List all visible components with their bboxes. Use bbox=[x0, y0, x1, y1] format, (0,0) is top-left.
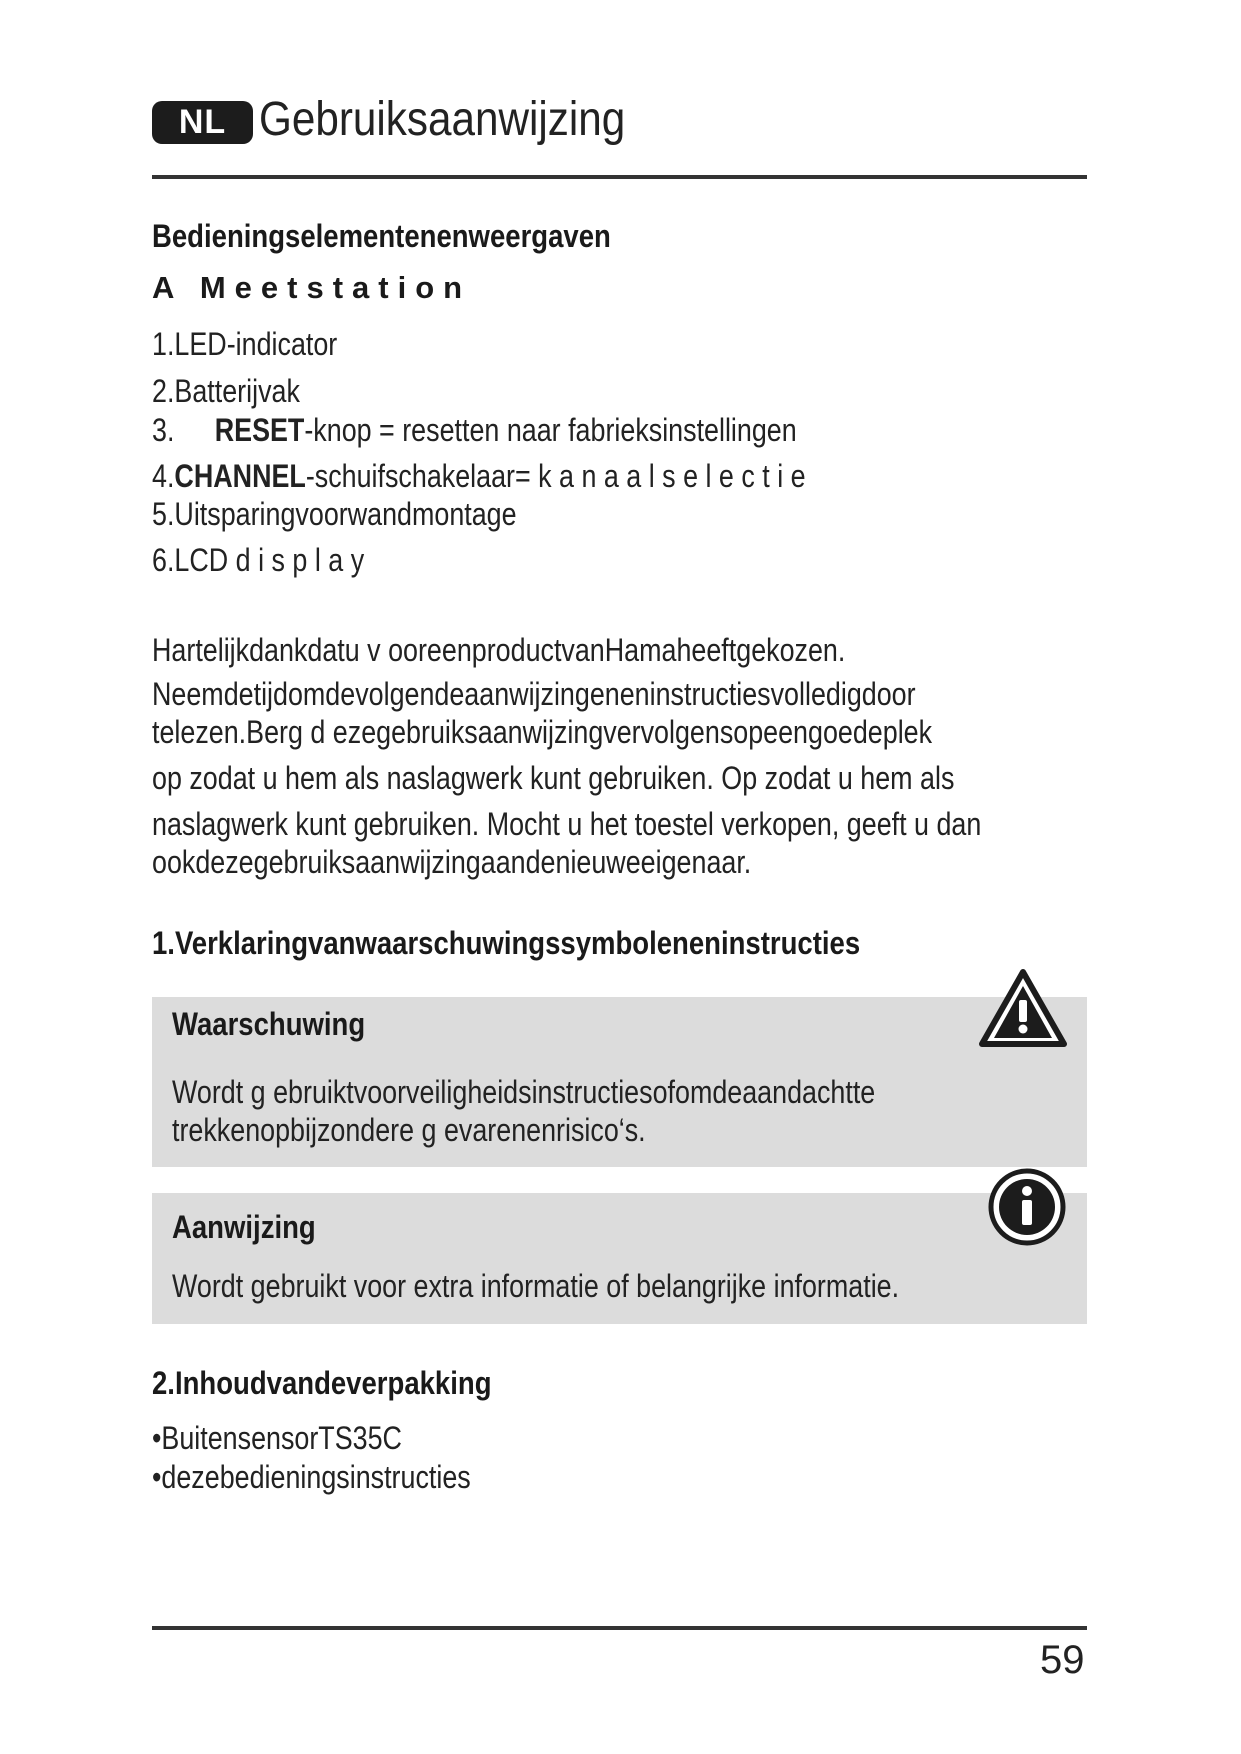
list-item bbox=[152, 542, 364, 579]
list-item-text: -knop = resetten naar fabrieksinstellingen bbox=[304, 412, 797, 448]
note-text-line: Wordt gebruikt voor extra informatie of belangrijke informatie. bbox=[172, 1268, 900, 1304]
list-item-keyword: RESET bbox=[214, 412, 305, 448]
list-item-number: 3. bbox=[152, 412, 175, 448]
intro-line: Hartelijkdankdatu v ooreenproductvanHamaheeftgekozen. bbox=[152, 632, 846, 668]
warning-text-line: Wordt g ebruiktvoorveiligheidsinstructiesofomdeaandachtte bbox=[172, 1074, 876, 1110]
list-item bbox=[152, 496, 517, 533]
intro-line: Neemdetijdomdevolgendeaanwijzingeneninstructiesvolledigdoor bbox=[152, 676, 916, 712]
header-divider bbox=[152, 175, 1087, 179]
section2-heading: 2.Inhoudvandeverpakking bbox=[152, 1365, 492, 1401]
list-item bbox=[152, 458, 806, 495]
intro-line: naslagwerk kunt gebruiken. Mocht u het toestel verkopen, geeft u dan bbox=[152, 806, 982, 842]
list-item bbox=[152, 373, 300, 410]
intro-line: op zodat u hem als naslagwerk kunt gebruiken. Op zodat u hem als bbox=[152, 760, 955, 796]
note-title: Aanwijzing bbox=[172, 1209, 316, 1245]
intro-line: ookdezegebruiksaanwijzingaandenieuweeigenaar. bbox=[152, 844, 752, 880]
list-item-number: 1. bbox=[152, 326, 175, 362]
list-item-number: 2. bbox=[152, 373, 175, 409]
list-item-text: Uitsparingvoorwandmontage bbox=[174, 496, 517, 532]
page-number: 59 bbox=[1040, 1638, 1085, 1682]
list-item bbox=[152, 412, 797, 449]
controls-heading: Bedieningselementenenweergaven bbox=[152, 218, 611, 254]
list-item-number: 5. bbox=[152, 496, 175, 532]
warning-triangle-icon bbox=[978, 968, 1068, 1048]
controls-subheading: A Meetstation bbox=[152, 270, 472, 305]
footer-divider bbox=[152, 1626, 1087, 1630]
warning-text-line: trekkenopbijzondere g evarenenrisico‘s. bbox=[172, 1112, 646, 1148]
intro-line: telezen.Berg d ezegebruiksaanwijzingvervolgensopeengoedeplek bbox=[152, 714, 933, 750]
page-title: Gebruiksaanwijzing bbox=[259, 93, 626, 146]
language-badge: NL bbox=[152, 101, 253, 144]
list-item bbox=[152, 326, 337, 363]
list-item-number: 6. bbox=[152, 542, 175, 578]
warning-title: Waarschuwing bbox=[172, 1006, 366, 1042]
list-item-text: -schuifschakelaar= k a n a a l s e l e c t i e bbox=[305, 458, 806, 494]
package-item: •dezebedieningsinstructies bbox=[152, 1459, 471, 1495]
list-item-text: Batterijvak bbox=[174, 373, 300, 409]
info-circle-icon bbox=[987, 1167, 1067, 1247]
list-item-text: LCD d i s p l a y bbox=[174, 542, 365, 578]
section1-heading: 1.Verklaringvanwaarschuwingssymboleneninstructies bbox=[152, 925, 861, 961]
list-item-keyword: CHANNEL bbox=[174, 458, 306, 494]
package-item: •BuitensensorTS35C bbox=[152, 1420, 402, 1456]
list-item-text: LED-indicator bbox=[174, 326, 338, 362]
list-item-number: 4. bbox=[152, 458, 175, 494]
